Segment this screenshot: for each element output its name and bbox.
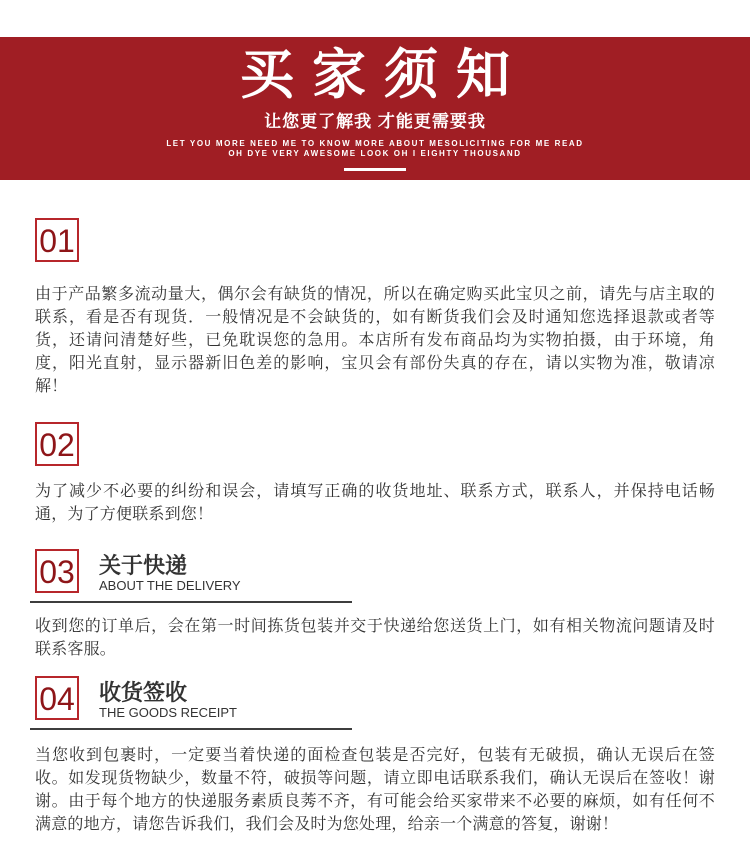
section-01	[35, 218, 715, 398]
section-03-titles	[99, 547, 241, 594]
section-04	[35, 674, 715, 836]
header-english-line1: LET YOU MORE NEED ME TO KNOW MORE ABOUT MESOLICITING FOR ME READ	[166, 139, 584, 149]
section-04-titles	[99, 674, 237, 721]
section-03-subtitle: ABOUT THE DELIVERY	[99, 578, 241, 593]
section-04-subtitle: THE GOODS RECEIPT	[99, 705, 237, 720]
section-03-underline	[30, 601, 352, 603]
section-02-number: 02	[35, 422, 79, 466]
header-banner	[0, 37, 750, 180]
section-02-paragraph: 为了减少不必要的纠纷和误会，请填写正确的收货地址、联系方式，联系人，并保持电话畅通，为了方便联系到您！	[35, 483, 715, 523]
page-title: 买家须知	[240, 45, 528, 105]
section-03-number: 03	[35, 549, 79, 593]
page-subtitle: 让您更了解我 才能更需要我	[264, 112, 486, 132]
section-03	[35, 547, 715, 661]
section-03-paragraph: 收到您的订单后，会在第一时间拣货包装并交于快递给您送货上门，如有相关物流问题请及时联系客服。	[35, 618, 715, 658]
section-02	[35, 422, 715, 526]
section-01-paragraph: 由于产品繁多流动量大，偶尔会有缺货的情况，所以在确定购买此宝贝之前，请先与店主取的联系，看是否有现货．一般情况是不会缺货的，如有断货我们会及时通知您选择退款或者等货，还请问清楚好些，已免耽误您的急用。本店所有发布商品均为实物拍摄，由于环境，角度，阳光直射，显示器新旧色差的影响，宝贝会有部份失真的存在，请以实物为准，敬请凉解！	[35, 286, 715, 395]
header-english-tagline	[0, 139, 750, 159]
section-04-header	[35, 674, 715, 721]
header-divider	[344, 168, 406, 171]
section-03-header	[35, 547, 715, 594]
header-english-line2: OH DYE VERY AWESOME LOOK OH I EIGHTY THOUSAND	[228, 149, 522, 159]
section-04-paragraph: 当您收到包裹时，一定要当着快递的面检查包装是否完好，包装有无破损，确认无误后在签收。如发现货物缺少，数量不符，破损等问题，请立即电话联系我们，确认无误后在签收！谢谢。由于每个地方的快递服务素质良莠不齐，有可能会给买家带来不必要的麻烦，如有任何不满意的地方，请您告诉我们，我们会及时为您处理，给亲一个满意的答复，谢谢！	[35, 747, 715, 833]
section-01-number: 01	[35, 218, 79, 262]
section-04-underline	[30, 728, 352, 730]
section-03-title: 关于快递	[99, 553, 188, 578]
section-04-number: 04	[35, 676, 79, 720]
notice-content	[0, 218, 750, 836]
section-04-title: 收货签收	[99, 680, 188, 705]
